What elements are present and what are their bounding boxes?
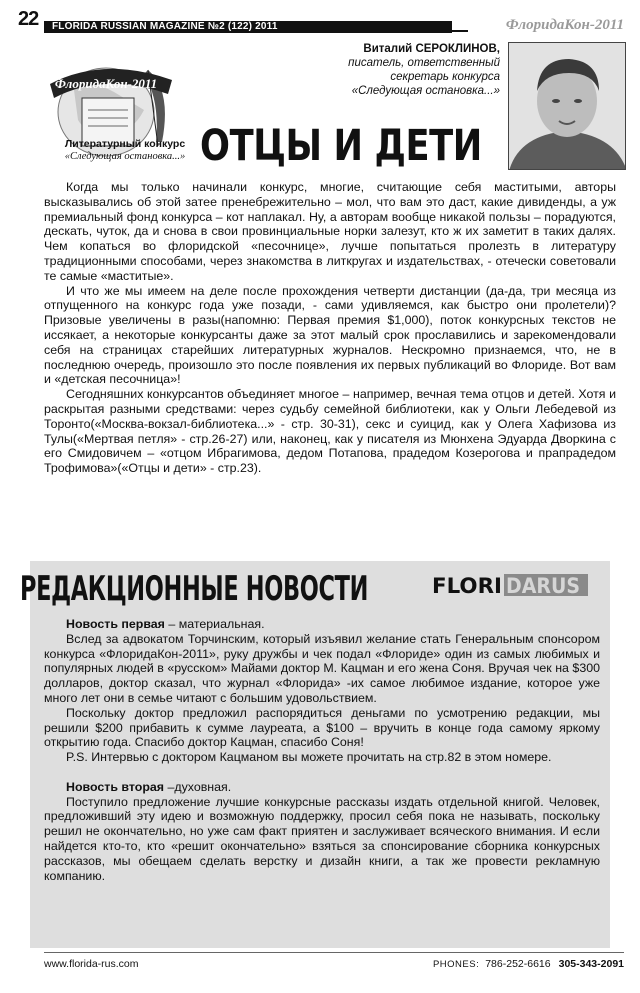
news-item2-heading <box>44 780 600 795</box>
news-spacer <box>44 765 600 780</box>
author-photo <box>508 42 626 170</box>
author-name: Виталий СЕРОКЛИНОВ, <box>363 43 500 55</box>
news-item2-lead: Новость вторая <box>66 779 165 794</box>
news-paragraph: Поступило предложение лучшие конкурсные рассказы издать отдельной книгой. Человек, предложивший эту идею и возможную поддержку, просил себя пока не называть, поскольку решил не окончательно, но уже сам факт приятен и заслуживает всяческого внимания. И если найдется кто-то, кто «решит окончательно» взяться за спонсирование сборника конкурсных рассказов, мы обещаем сделать верстку и дизайн книги, а так же провести рекламную компанию. <box>44 794 600 883</box>
news-paragraph: P.S. Интервью с доктором Кацманом вы можете прочитать на стр.82 в этом номере. <box>66 750 552 765</box>
author-role-1: писатель, ответственный <box>348 57 500 69</box>
news-paragraph: Вслед за адвокатом Торчинским, который изъявил желание стать Генеральным спонсором конкурса «ФлоридаКон-2011», руку дружбы и чек подал «Флориде» один из самых любимых и популярных людей в «русском» Майами доктор М. Кацман и его жена Соня. Вручая чек на $300 долларов, доктор сказал, что журнал «Флорида» -их самое любимое издание, которое уже много лет они в семье читают с большим удовольствием. <box>44 631 600 705</box>
article-paragraph: И что же мы имеем на деле после прохождения четверти дистанции (да-да, три месяца из отпущенного на конкурс года уже позади, - сами удивляемся, как быстро они пролетели)? Призовые увеличены в разы(напомню: Первая премия $1,000), поток конкурсных текстов не иссякает, а некоторые конкурсанты даже за этот малый срок прославились и зарекомендовали себя на страницах старейших литературных журналов. Нескромно признаемся, что, не в последнюю очередь, произошло это после появления их первых публикаций во Флориде. Вот вам и «детская песочница»! <box>44 283 616 387</box>
news-item1-lead: Новость первая <box>66 617 165 631</box>
news-item1-lead-rest: – материальная. <box>164 617 265 631</box>
magazine-issue-bar: FLORIDA RUSSIAN MAGAZINE №2 (122) 2011 <box>44 21 452 33</box>
news-item2-lead-rest: –духовная. <box>164 779 232 794</box>
section-label: ФлоридаКон-2011 <box>505 17 624 33</box>
author-portrait <box>509 43 626 170</box>
footer-website[interactable]: www.florida-rus.com <box>44 958 139 970</box>
logo-text-dark: FLORI <box>432 574 502 598</box>
logo-banner-text: ФлоридаКон-2011 <box>54 76 158 91</box>
footer-divider <box>44 952 624 953</box>
news-title: РЕДАКЦИОННЫЕ НОВОСТИ <box>20 569 369 609</box>
article-paragraph: Когда мы только начинали конкурс, многие, считающие себя маститыми, авторы высказывались об этой затее пренебрежительно – мол, что вам это даст, какие дивиденды, а уж премиальный фонд конкурса – кот наплакал. Ну, а авторам вообще никакой пользы – порадуются, дескать, чуток, да и снова в свои провинциальные норки залезут, кто ж их заметит в таких далях. Чем копаться во флоридской «песочнице», лучше попытаться пролезть в литературу традиционными способами, через знакомства в литкругах и издательствах, - отечески советовали те самые «маститые». <box>44 180 616 283</box>
header-divider <box>452 30 468 32</box>
phone-1: 786-252-6616 <box>485 958 551 970</box>
floridarus-logo <box>430 572 590 598</box>
article-title: ОТЦЫ И ДЕТИ <box>200 121 482 171</box>
footer-phones <box>392 958 624 970</box>
phones-label: PHONES: <box>432 959 480 970</box>
news-body <box>44 617 600 883</box>
author-block <box>320 42 500 98</box>
news-item1-heading <box>44 617 600 632</box>
page-number: 22 <box>18 8 39 30</box>
logo-text-light: DARUS <box>506 574 580 598</box>
phone-2: 305-343-2091 <box>558 958 624 970</box>
author-role-2: секретарь конкурса <box>390 71 500 83</box>
logo-caption-contest: Литературный конкурс <box>64 138 186 150</box>
author-role-3: «Следующая остановка...» <box>351 85 500 97</box>
logo-caption-name: «Следующая остановка...» <box>64 151 186 162</box>
article-paragraph: Сегодняшних конкурсантов объединяет многое – например, вечная тема отцов и детей. Хотя и раскрытая разными средствами: через судьбу семейной библиотеки, как у Ольги Лебедевой из Торонто(«Москва-вокзал-библиотека...» - стр. 30-31), секс и суицид, как у Олега Хафизова из Тулы(«Мертвая петля» - стр.26-27) или, наконец, как у писателя из Мюнхена Эдуарда Дворкина с его Смидовичем – «отцом Ибрагимова, дедом Потапова, прадедом Козерогова и прапрадедом Трофимова»(«Отцы и дети» - стр.23). <box>44 387 616 476</box>
article-body <box>44 180 616 476</box>
news-paragraph: Поскольку доктор предложил распорядиться деньгами по усмотрению редакции, мы решили $200 прибавить к сумме лауреата, а $100 – вручить в конце года самому яркому открытию года. Спасибо доктор Кацман, спасибо Соня! <box>44 705 600 750</box>
